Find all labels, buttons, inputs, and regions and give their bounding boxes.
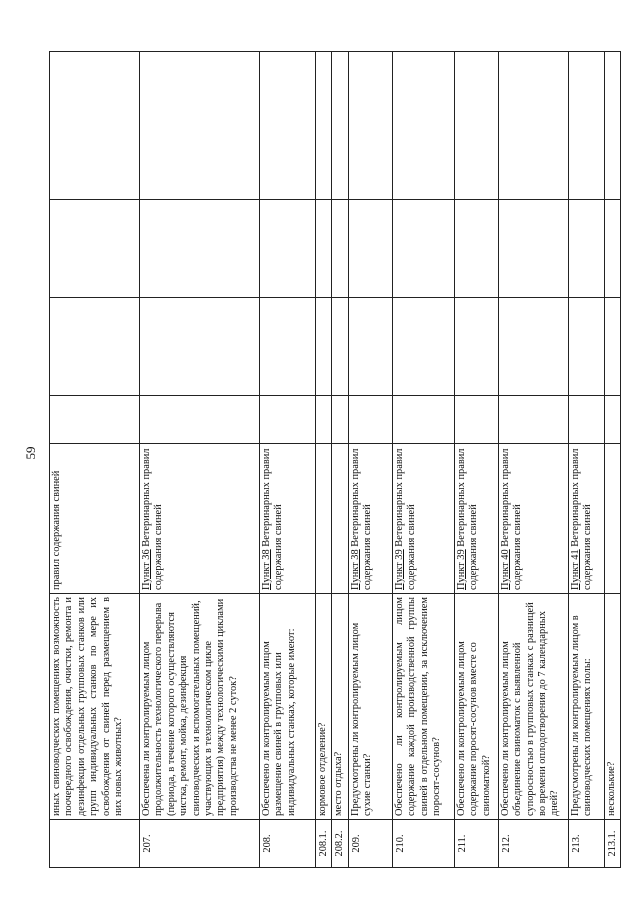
- answer-no-cell[interactable]: [316, 298, 332, 396]
- note-cell[interactable]: [140, 52, 260, 200]
- row-number: 211.: [454, 820, 498, 868]
- reference-cell: [140, 444, 260, 594]
- table-row: [140, 52, 260, 868]
- answer-no-cell[interactable]: [568, 298, 604, 396]
- answer-no-cell[interactable]: [604, 298, 620, 396]
- answer-yes-cell[interactable]: [604, 396, 620, 444]
- reference-cell: [316, 444, 332, 594]
- table-row: [392, 52, 454, 868]
- note-cell[interactable]: [260, 52, 316, 200]
- table-row: [604, 52, 620, 868]
- reference-text: Ветеринарных правил содержания свиней: [455, 448, 480, 590]
- note-cell[interactable]: [498, 52, 568, 200]
- question-cell: Предусмотрены ли контролируемым лицом сухие станки?: [348, 594, 392, 820]
- table-row: [498, 52, 568, 868]
- reference-text: Ветеринарных правил содержания свиней: [261, 448, 285, 590]
- row-number: 212.: [498, 820, 568, 868]
- reference-cell: [348, 444, 392, 594]
- reference-link[interactable]: Пункт 40: [499, 549, 511, 590]
- answer-no-cell[interactable]: [332, 298, 348, 396]
- note-cell[interactable]: [348, 52, 392, 200]
- answer-no-cell[interactable]: [498, 298, 568, 396]
- answer-na-cell[interactable]: [140, 200, 260, 298]
- answer-na-cell[interactable]: [392, 200, 454, 298]
- row-number: 213.1.: [604, 820, 620, 868]
- answer-yes-cell[interactable]: [332, 396, 348, 444]
- answer-no-cell[interactable]: [392, 298, 454, 396]
- reference-cell: [260, 444, 316, 594]
- page-number: 59: [23, 446, 38, 460]
- row-number: 208.: [260, 820, 316, 868]
- reference-cell: [332, 444, 348, 594]
- answer-na-cell[interactable]: [332, 200, 348, 298]
- table-row: [260, 52, 316, 868]
- reference-cell: [568, 444, 604, 594]
- answer-na-cell[interactable]: [50, 200, 140, 298]
- answer-no-cell[interactable]: [260, 298, 316, 396]
- row-number: 207.: [140, 820, 260, 868]
- row-number: 213.: [568, 820, 604, 868]
- reference-link[interactable]: Пункт 39: [455, 549, 467, 590]
- question-cell: место отдыха?: [332, 594, 348, 820]
- question-cell: Обеспечено ли контролируемым лицом объединение свиноматок с выявленной супоросностью в групповых станках с разницей во времени оплодотворения до 7 календарных дней?: [498, 594, 568, 820]
- reference-link[interactable]: Пункт 36: [141, 549, 152, 590]
- table-row: [332, 52, 348, 868]
- reference-cell: [50, 444, 140, 594]
- reference-link[interactable]: Пункт 38: [261, 549, 272, 590]
- question-cell: Обеспечено ли контролируемым лицом содержание каждой производственной группы свиней в отдельном помещении, за исключением поросят-сосунов?: [392, 594, 454, 820]
- question-cell: кормовое отделение?: [316, 594, 332, 820]
- row-number: 208.1.: [316, 820, 332, 868]
- answer-no-cell[interactable]: [348, 298, 392, 396]
- note-cell[interactable]: [332, 52, 348, 200]
- reference-link[interactable]: Пункт 39: [393, 549, 405, 590]
- question-cell: Обеспечено ли контролируемым лицом содержание поросят-сосунов вместе со свиноматкой?: [454, 594, 498, 820]
- reference-text: Ветеринарных правил содержания свиней: [141, 448, 165, 590]
- row-number: 208.2.: [332, 820, 348, 868]
- note-cell[interactable]: [604, 52, 620, 200]
- answer-na-cell[interactable]: [498, 200, 568, 298]
- answer-yes-cell[interactable]: [140, 396, 260, 444]
- answer-yes-cell[interactable]: [498, 396, 568, 444]
- reference-text: Ветеринарных правил содержания свиней: [499, 448, 524, 590]
- note-cell[interactable]: [454, 52, 498, 200]
- question-cell: иных свиноводческих помещениях возможность поочередного освобождения, очистки, ремонта и дезинфекции отдельных групповых станков или групп индивидуальных станков по мере их освобождения от свиней перед размещением в них новых животных?: [50, 594, 140, 820]
- note-cell[interactable]: [50, 52, 140, 200]
- note-cell[interactable]: [316, 52, 332, 200]
- reference-link[interactable]: Пункт 41: [569, 549, 581, 590]
- answer-yes-cell[interactable]: [348, 396, 392, 444]
- answer-yes-cell[interactable]: [568, 396, 604, 444]
- note-cell[interactable]: [568, 52, 604, 200]
- table-row: [50, 52, 140, 868]
- answer-no-cell[interactable]: [140, 298, 260, 396]
- answer-yes-cell[interactable]: [260, 396, 316, 444]
- answer-na-cell[interactable]: [568, 200, 604, 298]
- reference-text: Ветеринарных правил содержания свиней: [393, 448, 418, 590]
- question-cell: несколькие?: [604, 594, 620, 820]
- reference-link[interactable]: Пункт 38: [349, 549, 361, 590]
- note-cell[interactable]: [392, 52, 454, 200]
- answer-no-cell[interactable]: [454, 298, 498, 396]
- reference-cell: [604, 444, 620, 594]
- checklist-table-page: [49, 52, 618, 868]
- answer-na-cell[interactable]: [316, 200, 332, 298]
- table-row: [316, 52, 332, 868]
- reference-cell: [498, 444, 568, 594]
- question-cell: Обеспечена ли контролируемым лицом продолжительность технологического перерыва (периода, в течение которого осуществляются чистка, ремонт, мойка, дезинфекция свиноводческих и вспомогательных помещений, участвующих в технологическом цикле предприятия) между технологическими циклами производства не менее 2 суток?: [140, 594, 260, 820]
- answer-na-cell[interactable]: [454, 200, 498, 298]
- answer-no-cell[interactable]: [50, 298, 140, 396]
- table-row: [568, 52, 604, 868]
- row-number: 210.: [392, 820, 454, 868]
- reference-text: Ветеринарных правил содержания свиней: [569, 448, 594, 590]
- answer-na-cell[interactable]: [348, 200, 392, 298]
- row-number: 209.: [348, 820, 392, 868]
- table-row: [454, 52, 498, 868]
- reference-cell: [392, 444, 454, 594]
- table-row: [348, 52, 392, 868]
- answer-yes-cell[interactable]: [316, 396, 332, 444]
- answer-yes-cell[interactable]: [454, 396, 498, 444]
- question-cell: Обеспечено ли контролируемым лицом размещение свиней в групповых или индивидуальных станках, которые имеют:: [260, 594, 316, 820]
- answer-na-cell[interactable]: [260, 200, 316, 298]
- question-cell: Предусмотрены ли контролируемым лицом в свиноводческих помещениях полы:: [568, 594, 604, 820]
- answer-yes-cell[interactable]: [50, 396, 140, 444]
- checklist-table: [49, 51, 621, 868]
- answer-yes-cell[interactable]: [392, 396, 454, 444]
- reference-text: правил содержания свиней: [51, 470, 62, 590]
- row-number: [50, 820, 140, 868]
- answer-na-cell[interactable]: [604, 200, 620, 298]
- reference-text: Ветеринарных правил содержания свиней: [349, 448, 374, 590]
- reference-cell: [454, 444, 498, 594]
